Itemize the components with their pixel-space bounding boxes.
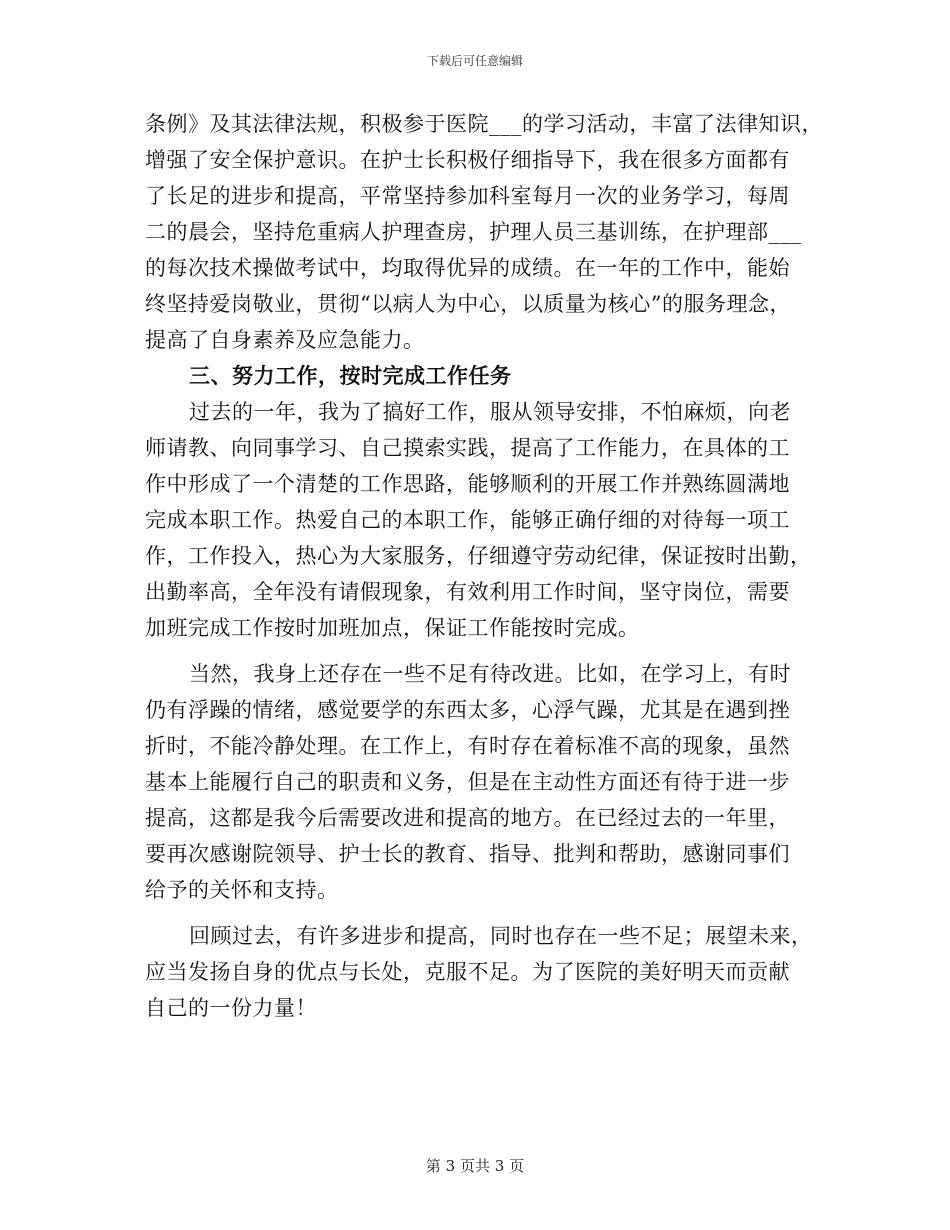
document-body xyxy=(145,106,825,1026)
text-line: 过去的一年，我为了搞好工作，服从领导安排，不怕麻烦，向老 xyxy=(189,400,791,424)
text-line: 增强了安全保护意识。在护士长积极仔细指导下，我在很多方面都有 xyxy=(145,148,790,172)
text-line: 提高了自身素养及应急能力。 xyxy=(145,328,425,352)
text-line: 应当发扬自身的优点与长处，克服不足。为了医院的美好明天而贡献 xyxy=(145,960,790,984)
text-line: 的每次技术操做考试中，均取得优异的成绩。在一年的工作中，能始 xyxy=(145,256,790,280)
text-line: 了长足的进步和提高，平常坚持参加科室每月一次的业务学习，每周 xyxy=(145,184,790,208)
text-line: 给予的关怀和支持。 xyxy=(145,878,339,902)
text-line: 要再次感谢院领导、护士长的教育、指导、批判和帮助，感谢同事们 xyxy=(145,842,790,866)
text-line: 终坚持爱岗敬业，贯彻“以病人为中心，以质量为核心”的服务理念， xyxy=(145,292,791,316)
text-line: 回顾过去，有许多进步和提高，同时也存在一些不足；展望未来， xyxy=(189,924,813,948)
text-line: 出勤率高，全年没有请假现象，有效利用工作时间，坚守岗位，需要 xyxy=(145,580,790,604)
paragraph-2 xyxy=(145,394,825,646)
text-line: 完成本职工作。热爱自己的本职工作，能够正确仔细的对待每一项工 xyxy=(145,508,790,532)
page-header: 下载后可任意编辑 xyxy=(426,54,523,68)
paragraph-3 xyxy=(145,656,825,908)
text-line: 仍有浮躁的情绪，感觉要学的东西太多，心浮气躁，尤其是在遇到挫 xyxy=(145,698,790,722)
text-line: 二的晨会，坚持危重病人护理查房，护理人员三基训练，在护理部___ xyxy=(145,220,802,244)
text-line: 加班完成工作按时加班加点，保证工作能按时完成。 xyxy=(145,616,640,640)
text-line: 自己的一份力量！ xyxy=(145,996,317,1020)
section-heading: 三、努力工作，按时完成工作任务 xyxy=(189,363,512,388)
text-line: 作中形成了一个清楚的工作思路，能够顺利的开展工作并熟练圆满地 xyxy=(145,472,790,496)
text-line: 当然，我身上还存在一些不足有待改进。比如，在学习上，有时 xyxy=(189,662,791,686)
text-line: 师请教、向同事学习、自己摸索实践，提高了工作能力，在具体的工 xyxy=(145,436,790,460)
paragraph-1 xyxy=(145,106,825,358)
page-footer: 第 3 页共 3 页 xyxy=(425,1157,525,1175)
text-line: 作，工作投入，热心为大家服务，仔细遵守劳动纪律，保证按时出勤， xyxy=(145,544,812,568)
text-line: 提高，这都是我今后需要改进和提高的地方。在已经过去的一年里， xyxy=(145,806,790,830)
paragraph-4 xyxy=(145,918,825,1026)
text-line: 基本上能履行自己的职责和义务，但是在主动性方面还有待于进一步 xyxy=(145,770,790,794)
text-line: 折时，不能冷静处理。在工作上，有时存在着标准不高的现象，虽然 xyxy=(145,734,790,758)
text-line: 条例》及其法律法规，积极参于医院___的学习活动，丰富了法律知识， xyxy=(145,112,823,136)
